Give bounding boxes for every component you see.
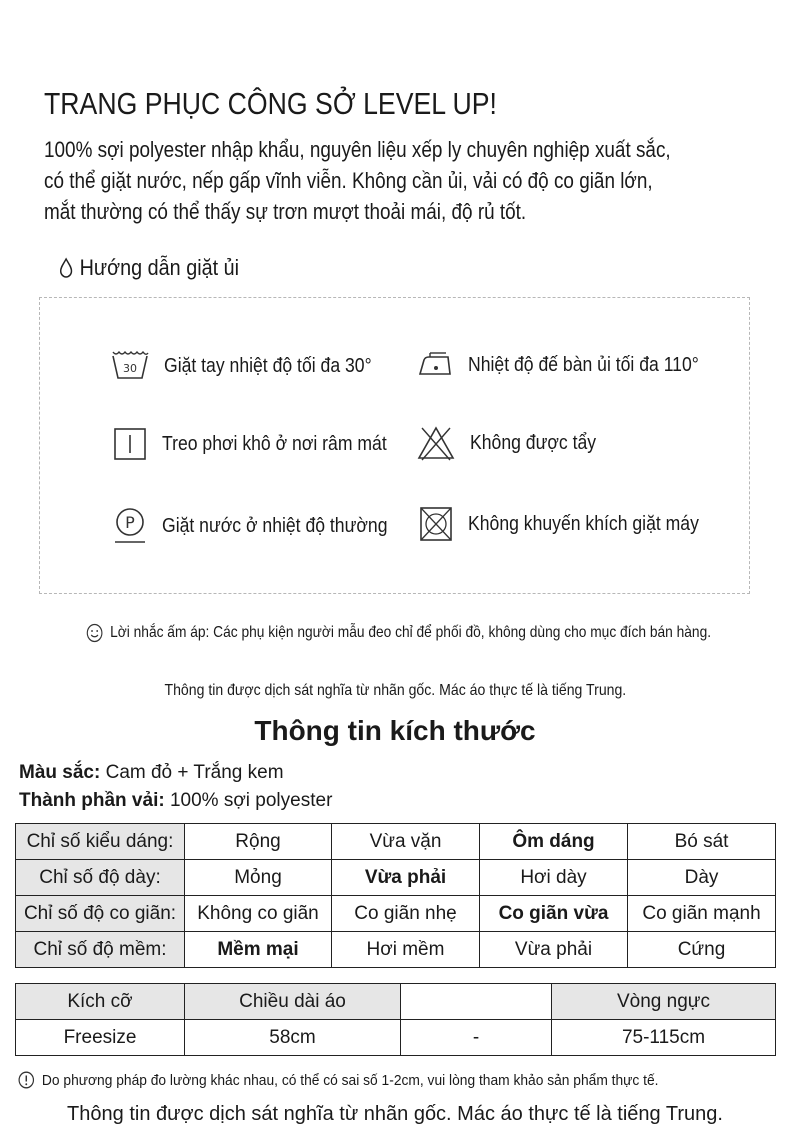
svg-text:30: 30 [123, 362, 137, 375]
header-chest: Vòng ngực [552, 984, 776, 1020]
index-option: Hơi dày [480, 860, 628, 896]
index-row [16, 932, 776, 968]
iron-low-icon [416, 348, 454, 382]
index-option: Không co giãn [185, 896, 332, 932]
index-option-selected: Co giãn vừa [480, 896, 628, 932]
care-item-label: Không được tẩy [470, 431, 597, 454]
reminder-text: Lời nhắc ấm áp: Các phụ kiện người mẫu đeo chỉ để phối đồ, không dùng cho mục đích bán hàng. [110, 624, 712, 641]
index-option: Cứng [628, 932, 776, 968]
index-row-label: Chỉ số độ mềm: [16, 932, 185, 968]
hand-wash-30-icon [110, 348, 150, 384]
care-item-no-bleach [416, 424, 613, 462]
fit-index-table [15, 823, 776, 968]
care-item-professional-clean [112, 506, 418, 546]
no-tumble-dry-icon [418, 505, 454, 543]
index-option-selected: Ôm dáng [480, 824, 628, 860]
cell-dash: - [401, 1020, 552, 1056]
care-item-label: Giặt tay nhiệt độ tối đa 30° [164, 354, 372, 377]
index-option: Mỏng [185, 860, 332, 896]
care-item-no-tumble [418, 505, 730, 543]
fabric-value: 100% sợi polyester [164, 790, 333, 811]
translation-note [0, 682, 790, 700]
header-length: Chiều dài áo [185, 984, 401, 1020]
footnote-text: Do phương pháp đo lường khác nhau, có thể có sai số 1-2cm, vui lòng tham khảo sản phẩm thực tế. [41, 1071, 659, 1089]
index-option: Hơi mềm [332, 932, 480, 968]
index-option-selected: Vừa phải [332, 860, 480, 896]
page-headline: TRANG PHỤC CÔNG SỞ LEVEL UP! [44, 86, 497, 121]
intro-paragraph [44, 134, 749, 227]
no-bleach-icon [416, 424, 456, 462]
color-line [19, 762, 284, 784]
care-item-label: Giặt nước ở nhiệt độ thường [162, 514, 388, 537]
index-row-label: Chỉ số độ dày: [16, 860, 185, 896]
fabric-label: Thành phần vải: [19, 790, 165, 811]
line-dry-shade-icon [112, 426, 148, 462]
cell-size: Freesize [16, 1020, 185, 1056]
fabric-line [19, 790, 332, 812]
intro-line: mắt thường có thể thấy sự trơn mượt thoải mái, độ rủ tốt. [44, 199, 527, 224]
header-size: Kích cỡ [16, 984, 185, 1020]
index-row [16, 824, 776, 860]
care-item-label: Nhiệt độ đế bàn ủi tối đa 110° [468, 353, 699, 376]
care-item-label: Treo phơi khô ở nơi râm mát [162, 432, 387, 455]
index-option: Co giãn nhẹ [332, 896, 480, 932]
translation-note-bottom: Thông tin được dịch sát nghĩa từ nhãn gốc. Mác áo thực tế là tiếng Trung. [67, 1103, 723, 1125]
care-item-label: Không khuyến khích giặt máy [468, 512, 699, 535]
reminder-note [86, 623, 711, 643]
exclamation-circle-icon [18, 1071, 35, 1089]
measurement-table [15, 983, 776, 1056]
smiley-icon [86, 623, 103, 643]
size-info-title: Thông tin kích thước [254, 715, 536, 746]
cell-chest: 75-115cm [552, 1020, 776, 1056]
index-option: Dày [628, 860, 776, 896]
index-row [16, 896, 776, 932]
index-option-selected: Mềm mại [185, 932, 332, 968]
header-empty [401, 984, 552, 1020]
index-row [16, 860, 776, 896]
index-option: Co giãn mạnh [628, 896, 776, 932]
intro-line: có thể giặt nước, nếp gấp vĩnh viễn. Không cần ủi, vải có độ co giãn lớn, [44, 168, 653, 193]
measurement-footnote [18, 1071, 658, 1089]
index-row-label: Chỉ số độ co giãn: [16, 896, 185, 932]
care-heading [58, 255, 239, 281]
care-item-iron [416, 348, 730, 382]
translation-note-text: Thông tin được dịch sát nghĩa từ nhãn gốc. Mác áo thực tế là tiếng Trung. [164, 682, 626, 699]
index-option: Vừa phải [480, 932, 628, 968]
index-row-label: Chỉ số kiểu dáng: [16, 824, 185, 860]
water-drop-icon [58, 257, 74, 279]
care-heading-label: Hướng dẫn giặt ủi [79, 255, 240, 280]
index-option: Bó sát [628, 824, 776, 860]
cell-length: 58cm [185, 1020, 401, 1056]
care-item-hand-wash [110, 348, 400, 384]
measurement-row [16, 1020, 776, 1056]
color-value: Cam đỏ + Trắng kem [100, 762, 284, 783]
professional-clean-icon [112, 506, 148, 546]
measurement-header-row [16, 984, 776, 1020]
color-label: Màu sắc: [19, 762, 101, 783]
index-option: Rộng [185, 824, 332, 860]
care-item-line-dry [112, 426, 417, 462]
intro-line: 100% sợi polyester nhập khẩu, nguyên liệu xếp ly chuyên nghiệp xuất sắc, [44, 137, 671, 162]
index-option: Vừa vặn [332, 824, 480, 860]
svg-text:P: P [125, 513, 135, 532]
